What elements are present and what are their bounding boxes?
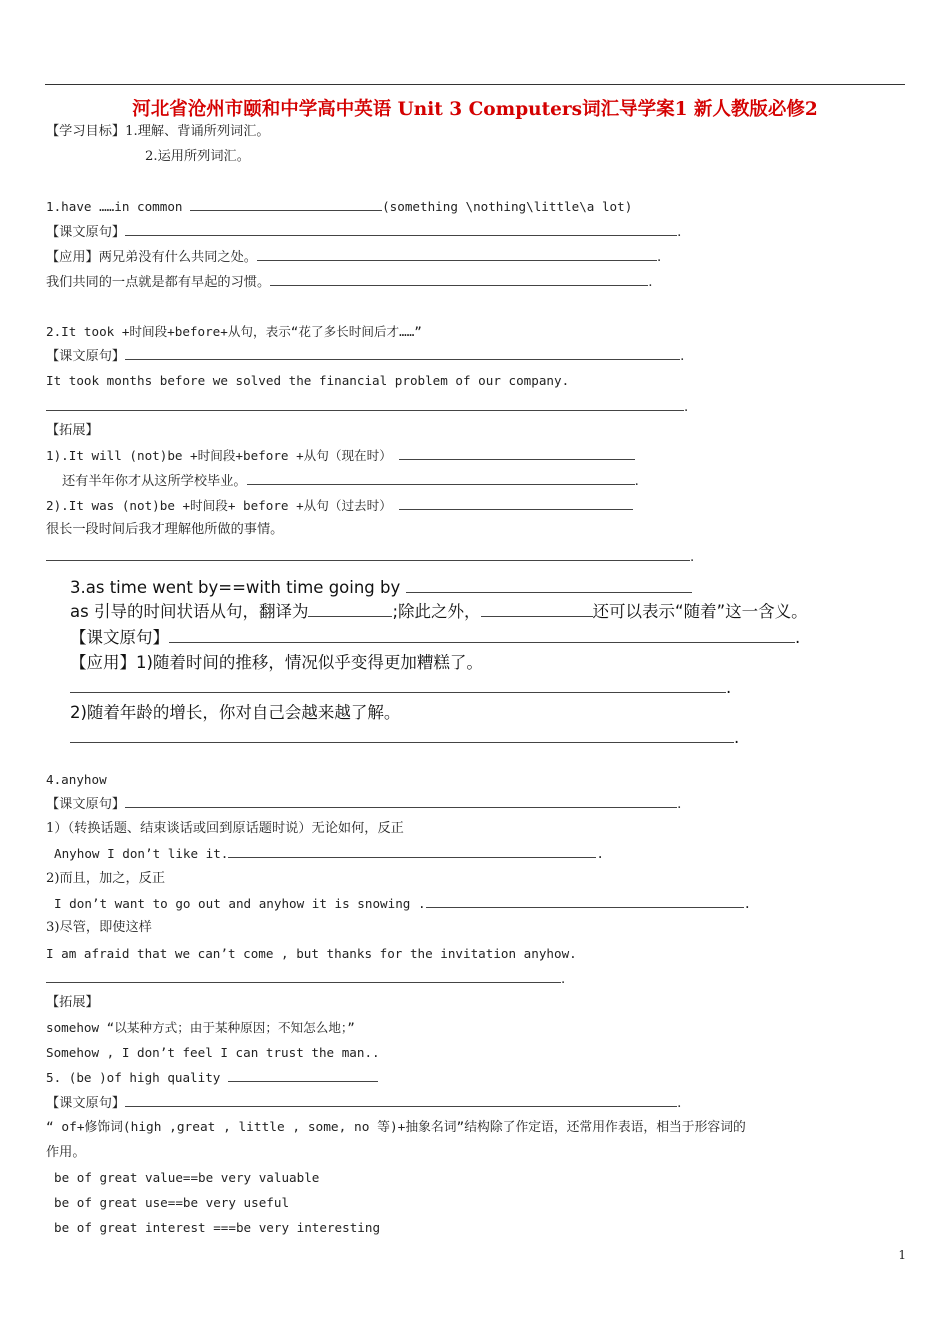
s1-heading: 1.have ……in common	[46, 199, 183, 214]
s3-line2-b: ;除此之外，	[392, 602, 481, 621]
s3-text-line: 【课文原句】 .	[70, 628, 801, 647]
s1-text-blank[interactable]	[125, 223, 677, 236]
s4-heading: 4.anyhow	[46, 772, 107, 787]
s5-text-label: 【课文原句】	[46, 1096, 126, 1111]
s3-heading: 3.as time went by==with time going by	[70, 578, 401, 597]
s3-apply-line	[70, 654, 483, 672]
s3-apply1-blank[interactable]	[70, 678, 726, 693]
s5-desc1: “ of+修饰词(high ,great , little , some, no 等)+抽象名词”结构除了作定语，还常用作表语，相当于形容词的	[46, 1120, 746, 1135]
s5-heading-blank[interactable]	[228, 1069, 378, 1082]
s4-text-blank[interactable]	[125, 795, 677, 808]
s1-apply-label: 【应用】	[46, 250, 99, 265]
s4-some1: somehow “以某种方式；由于某种原因；不知怎么地；”	[46, 1020, 355, 1035]
s5-ex1: be of great value==be very valuable	[54, 1170, 320, 1185]
s3-line2-c: 还可以表示“随着”这一含义。	[592, 602, 808, 621]
s1-text-label: 【课文原句】	[46, 225, 126, 240]
s1-options: (something \nothing\little\a lot)	[382, 199, 633, 214]
objective-1: 1.理解、背诵所列词汇。	[125, 124, 270, 139]
s2-e1-cn-blank[interactable]	[247, 472, 635, 485]
s4-m3-blank-line: .	[46, 970, 565, 989]
s2-expand-label: 【拓展】	[46, 423, 99, 438]
s3-besides-blank[interactable]	[481, 602, 593, 617]
s3-apply1-blank-line: .	[70, 678, 731, 697]
s2-e1: 1).It will (not)be +时间段+before +从句（现在时）	[46, 448, 392, 463]
s4-some2: Somehow , I don’t feel I can trust the man..	[46, 1045, 380, 1060]
s2-heading: 2.It took +时间段+before+从句，表示“花了多长时间后才……”	[46, 324, 422, 339]
s5-ex3: be of great interest ===be very interesting	[54, 1220, 381, 1235]
s2-e1-line	[46, 447, 635, 465]
page-number: 1	[898, 1248, 906, 1262]
s3-heading-line	[70, 578, 692, 597]
s5-ex2: be of great use==be very useful	[54, 1195, 290, 1210]
s5-heading: 5. (be )of high quality	[46, 1070, 221, 1085]
s2-e1-cn-line: 还有半年你才从这所学校毕业。 .	[62, 474, 639, 489]
s2-e2-blank[interactable]	[399, 497, 633, 510]
s2-e2-blank-line: .	[46, 548, 694, 567]
s2-translate-blank[interactable]	[46, 398, 684, 411]
s4-m2-blank[interactable]	[426, 895, 744, 908]
s1-text-line: 【课文原句】 .	[46, 225, 682, 240]
s2-e2-cn-blank[interactable]	[46, 548, 690, 561]
page-title: 河北省沧州市颐和中学高中英语 Unit 3 Computers词汇导学案1 新人教版必修2	[132, 99, 818, 120]
top-rule	[45, 84, 905, 85]
s4-m3-ex: I am afraid that we can’t come , but thanks for the invitation anyhow.	[46, 946, 577, 961]
s1-apply1: 两兄弟没有什么共同之处。	[98, 250, 257, 265]
objective-2: 2.运用所列词汇。	[145, 149, 250, 164]
s4-m1-blank[interactable]	[228, 845, 596, 858]
objectives-label: 【学习目标】	[46, 124, 126, 139]
s3-apply1: 1)随着时间的推移，情况似乎变得更加糟糕了。	[136, 653, 483, 672]
objectives	[46, 123, 270, 141]
s1-apply1-blank[interactable]	[257, 248, 657, 261]
s5-desc2: 作用。	[46, 1145, 86, 1160]
s3-line2	[70, 602, 808, 621]
s3-apply2-blank-line: .	[70, 728, 739, 747]
s3-heading-blank[interactable]	[406, 578, 692, 593]
s5-text-line: 【课文原句】 .	[46, 1096, 682, 1111]
s2-e2-cn: 很长一段时间后我才理解他所做的事情。	[46, 522, 284, 537]
s3-line2-a: as 引导的时间状语从句，翻译为	[70, 602, 309, 621]
s2-e1-blank[interactable]	[399, 447, 635, 460]
s3-text-label: 【课文原句】	[70, 628, 169, 647]
s4-m2: 2)而且，加之，反正	[46, 871, 166, 886]
s2-text-line: 【课文原句】 .	[46, 349, 685, 364]
s4-m3: 3)尽管，即使这样	[46, 920, 152, 935]
s4-expand-label: 【拓展】	[46, 995, 99, 1010]
s4-m2-ex-line: I don’t want to go out and anyhow it is snowing . .	[54, 896, 752, 911]
s3-apply2-blank[interactable]	[70, 728, 734, 743]
s4-m1: 1）（转换话题、结束谈话或回到原话题时说）无论如何，反正	[46, 821, 404, 836]
s1-apply-line: 【应用】两兄弟没有什么共同之处。 .	[46, 250, 662, 265]
s5-text-blank[interactable]	[125, 1094, 677, 1107]
s3-apply2: 2)随着年龄的增长，你对自己会越来越了解。	[70, 703, 401, 722]
s4-m1-ex-line: Anyhow I don’t like it. .	[54, 846, 604, 861]
s2-e1-cn: 还有半年你才从这所学校毕业。	[62, 474, 247, 489]
s5-heading-line	[46, 1069, 378, 1087]
s1-heading-line	[46, 198, 632, 216]
s2-e2: 2).It was (not)be +时间段+ before +从句（过去时）	[46, 498, 392, 513]
s2-example-blank-line: .	[46, 398, 688, 417]
s1-apply2: 我们共同的一点就是都有早起的习惯。	[46, 275, 271, 290]
s4-text-label: 【课文原句】	[46, 797, 126, 812]
s1-apply2-blank[interactable]	[270, 273, 648, 286]
s2-e2-line	[46, 497, 633, 515]
s3-translate-blank[interactable]	[308, 602, 392, 617]
s4-m3-blank[interactable]	[46, 970, 561, 983]
s1-apply2-line: 我们共同的一点就是都有早起的习惯。 .	[46, 275, 653, 290]
s2-text-blank[interactable]	[125, 347, 680, 360]
s2-text-label: 【课文原句】	[46, 349, 126, 364]
s4-text-line: 【课文原句】 .	[46, 797, 682, 812]
s4-m2-ex: I don’t want to go out and anyhow it is snowing .	[54, 896, 426, 911]
s4-m1-ex: Anyhow I don’t like it.	[54, 846, 229, 861]
s3-text-blank[interactable]	[169, 628, 795, 643]
s2-example: It took months before we solved the financial problem of our company.	[46, 373, 570, 388]
s1-answer-blank[interactable]	[190, 198, 382, 211]
s3-apply-label: 【应用】	[70, 653, 136, 672]
